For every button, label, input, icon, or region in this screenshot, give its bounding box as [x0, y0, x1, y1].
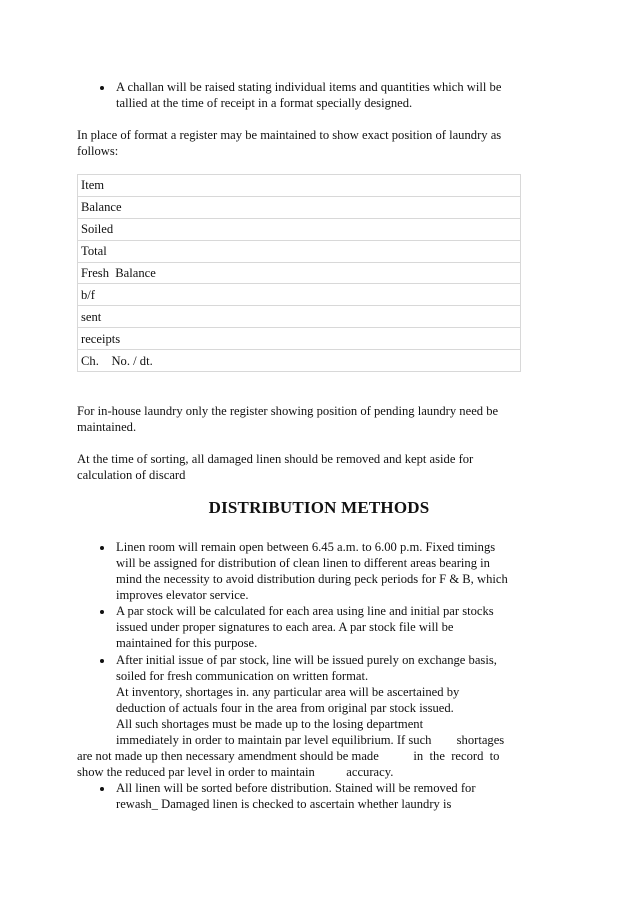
bullet1-line3: mind the necessity to avoid distribution during peck periods for F & B, which: [116, 572, 508, 586]
bullet-icon: [100, 86, 104, 90]
bullet-icon: [100, 610, 104, 614]
table-row: [78, 306, 521, 328]
bullet1-line1: Linen room will remain open between 6.45 a.m. to 6.00 p.m. Fixed timings: [116, 540, 496, 554]
table-row: [78, 240, 521, 262]
bullet3-line8: show the reduced par level in order to maintain accuracy.: [77, 765, 394, 779]
bullet3-line1: After initial issue of par stock, line will be issued purely on exchange basis,: [116, 653, 497, 667]
bullet3-line6: immediately in order to maintain par level equilibrium. If such shortages: [116, 733, 505, 747]
register-intro-line2: follows:: [77, 144, 119, 158]
table-row: [78, 218, 521, 240]
bullet3-line4: deduction of actuals four in the area from original par stock issued.: [116, 701, 454, 715]
bullet2-line1: A par stock will be calculated for each area using line and initial par stocks: [116, 604, 494, 618]
bullet3-line5: All such shortages must be made up to the losing department: [116, 717, 424, 731]
bullet2-line2: issued under proper signatures to each area. A par stock file will be: [116, 620, 454, 634]
table-row: [78, 196, 521, 218]
table-cell: Fresh Balance: [78, 262, 521, 284]
bullet1-line4: improves elevator service.: [116, 588, 249, 602]
bullet1-line2: will be assigned for distribution of clean linen to different areas bearing in: [116, 556, 490, 570]
table-row: [78, 328, 521, 350]
table-cell: receipts: [78, 328, 521, 350]
intro-bullet-line2: tallied at the time of receipt in a format specially designed.: [116, 96, 413, 110]
table-cell: sent: [78, 306, 521, 328]
table-cell: b/f: [78, 284, 521, 306]
bullet4-line1: All linen will be sorted before distribution. Stained will be removed for: [116, 781, 476, 795]
bullet-icon: [100, 787, 104, 791]
table-cell: Total: [78, 240, 521, 262]
bullet3-line3: At inventory, shortages in. any particular area will be ascertained by: [116, 685, 460, 699]
bullet-icon: [100, 659, 104, 663]
bullet2-line3: maintained for this purpose.: [116, 636, 258, 650]
bullet-icon: [100, 546, 104, 550]
inhouse-line1: For in-house laundry only the register showing position of pending laundry need be: [77, 404, 499, 418]
inhouse-line2: maintained.: [77, 420, 137, 434]
register-table: [77, 174, 521, 372]
sorting-line2: calculation of discard: [77, 468, 186, 482]
table-row: [78, 284, 521, 306]
table-cell: Balance: [78, 196, 521, 218]
section-heading: DISTRIBUTION METHODS: [208, 498, 430, 517]
intro-bullet-line1: A challan will be raised stating individual items and quantities which will be: [116, 80, 502, 94]
bullet4-line2: rewash_ Damaged linen is checked to ascertain whether laundry is: [116, 797, 452, 811]
table-row: [78, 175, 521, 197]
bullet3-line2: soiled for fresh communication on written format.: [116, 669, 369, 683]
table-cell: Soiled: [78, 218, 521, 240]
bullet3-line7: are not made up then necessary amendment should be made in the record to: [77, 749, 500, 763]
table-cell: Ch. No. / dt.: [78, 350, 521, 372]
table-row: [78, 262, 521, 284]
table-row: [78, 350, 521, 372]
register-intro-line1: In place of format a register may be maintained to show exact position of laundry as: [77, 128, 502, 142]
table-cell: Item: [78, 175, 521, 197]
sorting-line1: At the time of sorting, all damaged linen should be removed and kept aside for: [77, 452, 474, 466]
